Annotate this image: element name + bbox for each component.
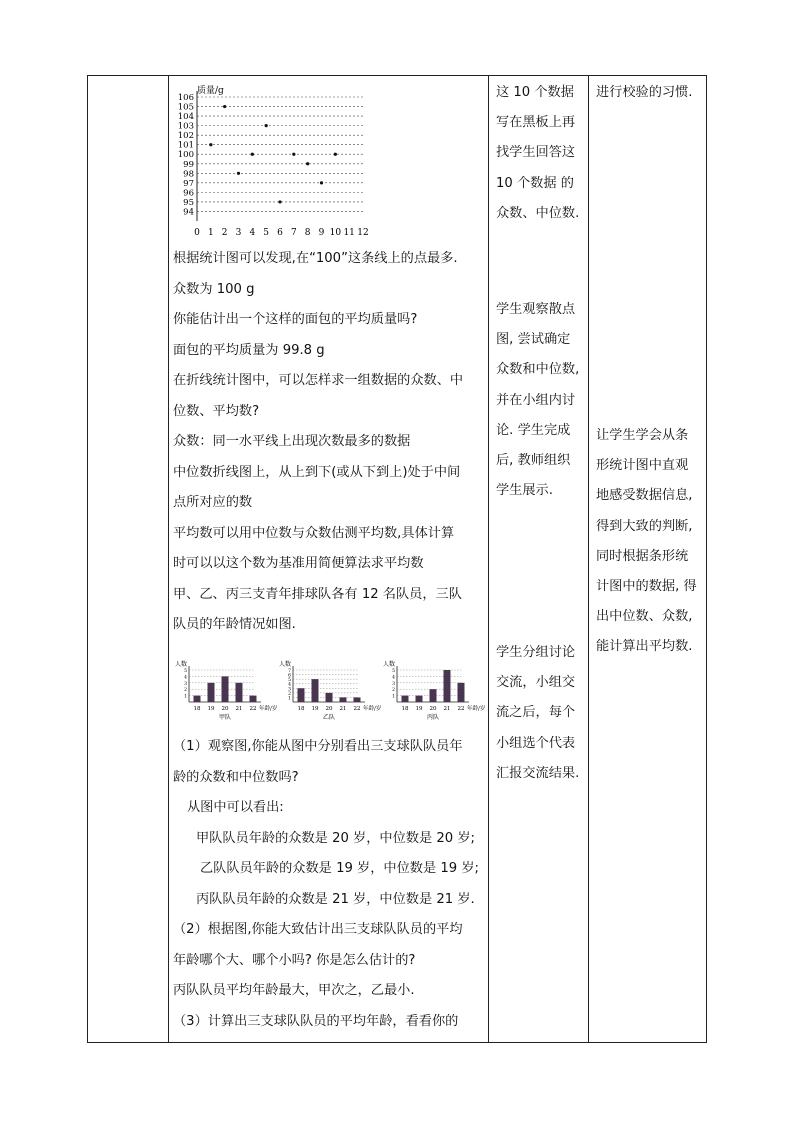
bar xyxy=(236,683,243,702)
y-tick-label: 3 xyxy=(288,687,291,693)
y-tick-label: 5 xyxy=(392,669,395,674)
bar xyxy=(194,696,201,702)
x-tick-label: 19 xyxy=(311,706,319,712)
content-line: （2）根据图,你能大致估计出三支球队队员的平均 xyxy=(173,922,463,937)
y-tick-label: 5 xyxy=(288,678,291,684)
y-tick-label: 5 xyxy=(184,669,187,674)
activity-line: 后, 教师组织 xyxy=(496,453,571,469)
content-line: 队员的年龄情况如图. xyxy=(173,617,296,632)
activity-line: 众数、中位数. xyxy=(496,205,580,221)
bar xyxy=(326,693,333,702)
x-tick-label: 11 xyxy=(343,228,355,238)
y-tick-label: 3 xyxy=(392,681,395,687)
y-tick-label: 3 xyxy=(184,681,187,687)
x-tick-label: 20 xyxy=(221,706,229,712)
y-tick-label: 101 xyxy=(177,140,194,151)
x-axis-label: 年龄/岁 xyxy=(259,706,278,712)
x-tick-label: 21 xyxy=(235,706,243,712)
y-tick-label: 103 xyxy=(177,121,194,132)
column-divider xyxy=(488,76,489,1042)
x-tick-label: 21 xyxy=(339,706,347,712)
y-tick-label: 98 xyxy=(183,169,194,180)
chart-title: 乙队 xyxy=(322,714,336,721)
content-line: 甲队队员年龄的众数是 20 岁，中位数是 20 岁; xyxy=(196,830,475,846)
team-bar-chart xyxy=(383,660,485,721)
intent-column xyxy=(590,76,706,1042)
content-column xyxy=(169,76,487,1042)
bar xyxy=(250,696,257,702)
content-line: （1）观察图,你能从图中分别看出三支球队队员年 xyxy=(173,739,463,754)
x-tick-label: 20 xyxy=(429,706,437,712)
x-tick-label: 22 xyxy=(457,706,465,712)
y-tick-label: 97 xyxy=(183,178,194,189)
team-bar-chart xyxy=(175,660,277,721)
y-tick-label: 2 xyxy=(392,688,395,694)
content-line: 点所对应的数 xyxy=(173,495,253,510)
x-tick-label: 2 xyxy=(221,228,228,238)
data-point xyxy=(278,200,281,203)
bar xyxy=(402,696,409,702)
content-line: 众数：同一水平线上出现次数最多的数据 xyxy=(173,434,411,449)
content-line: 时可以以这个数为基准用简便算法求平均数 xyxy=(173,556,424,571)
bar xyxy=(416,696,423,702)
bar xyxy=(354,697,361,702)
activity-line: 10 个数据 的 xyxy=(496,175,574,191)
activity-line: 学生展示. xyxy=(496,483,553,499)
y-tick-label: 4 xyxy=(184,675,187,681)
x-tick-label: 21 xyxy=(443,706,451,712)
x-tick-label: 20 xyxy=(325,706,333,712)
x-tick-label: 12 xyxy=(357,228,369,238)
content-line: 乙队队员年龄的众数是 19 岁，中位数是 19 岁; xyxy=(200,861,479,876)
team-age-bar-charts xyxy=(169,658,487,728)
activity-line: 众数和中位数, xyxy=(496,362,580,378)
activity-line: 图, 尝试确定 xyxy=(496,332,571,348)
data-point xyxy=(320,181,323,184)
data-point xyxy=(223,105,226,108)
content-line: 龄的众数和中位数吗? xyxy=(173,769,299,785)
content-line: 在折线统计图中，可以怎样求一组数据的众数、中 xyxy=(173,373,464,388)
y-tick-label: 102 xyxy=(177,131,194,142)
content-line: 根据统计图可以发现,在“100”这条线上的点最多. xyxy=(173,251,458,266)
activity-line: 找学生回答这 xyxy=(496,145,576,161)
chart-title: 甲队 xyxy=(218,714,232,721)
x-tick-label: 10 xyxy=(329,228,342,238)
activity-column xyxy=(490,76,586,1042)
bar xyxy=(312,679,319,702)
bar xyxy=(208,683,215,702)
x-tick-label: 6 xyxy=(277,228,283,238)
column-divider xyxy=(588,76,589,1042)
bar xyxy=(458,683,465,702)
bar xyxy=(444,670,451,702)
content-line: 你能估计出一个这样的面包的平均质量吗? xyxy=(173,312,418,327)
x-tick-label: 4 xyxy=(249,228,256,238)
content-line: 中位数折线图上，从上到下(或从下到上)处于中间 xyxy=(173,464,461,480)
y-tick-label: 96 xyxy=(183,188,194,199)
activity-line: 小组选个代表 xyxy=(496,735,576,751)
y-tick-label: 4 xyxy=(288,682,291,688)
y-axis-label: 质量/g xyxy=(197,86,224,96)
activity-line: 交流，小组交 xyxy=(496,675,576,691)
y-tick-label: 2 xyxy=(288,691,291,697)
x-tick-label: 18 xyxy=(297,706,305,712)
intent-line: 进行校验的习惯. xyxy=(596,85,693,100)
x-axis-label: 年龄/岁 xyxy=(363,706,382,712)
x-tick-label: 22 xyxy=(249,706,257,712)
activity-line: 写在黑板上再 xyxy=(496,115,576,131)
intent-line: 地感受数据信息, xyxy=(596,488,693,504)
content-line: 甲、乙、丙三支青年排球队各有 12 名队员，三队 xyxy=(173,586,462,602)
data-point xyxy=(251,153,254,156)
y-tick-label: 105 xyxy=(177,102,194,113)
data-point xyxy=(209,143,212,146)
x-tick-label: 18 xyxy=(401,706,409,712)
intent-line: 让学生学会从条 xyxy=(596,428,689,443)
intent-line: 同时根据条形统 xyxy=(596,548,689,564)
content-line: 丙队队员平均年龄最大，甲次之，乙最小. xyxy=(173,983,415,998)
bar xyxy=(430,689,437,702)
y-tick-label: 7 xyxy=(288,669,291,674)
y-axis-label: 人数 xyxy=(175,661,188,668)
y-tick-label: 94 xyxy=(183,207,194,218)
y-tick-label: 4 xyxy=(392,675,395,681)
content-line: 面包的平均质量为 99.8 g xyxy=(173,342,325,358)
bar xyxy=(340,697,347,702)
content-line: （3）计算出三支球队队员的平均年龄，看看你的 xyxy=(173,1013,459,1029)
x-tick-label: 1 xyxy=(207,228,214,238)
x-tick-label: 22 xyxy=(353,706,361,712)
y-tick-label: 1 xyxy=(288,696,291,702)
x-tick-label: 19 xyxy=(415,706,423,712)
team-bar-chart xyxy=(279,660,381,721)
x-tick-label: 8 xyxy=(304,228,311,238)
content-line: 从图中可以看出: xyxy=(187,800,284,815)
y-tick-label: 99 xyxy=(183,159,194,170)
activity-line: 流之后，每个 xyxy=(496,705,576,721)
activity-line: 学生观察散点 xyxy=(496,302,576,317)
content-line: 位数、平均数? xyxy=(173,403,260,419)
intent-line: 能计算出平均数. xyxy=(596,639,693,655)
x-tick-label: 0 xyxy=(194,228,200,238)
y-tick-label: 1 xyxy=(392,694,395,700)
x-tick-label: 19 xyxy=(207,706,215,712)
y-tick-label: 104 xyxy=(177,112,194,123)
x-axis-label: 年龄/岁 xyxy=(467,706,486,712)
content-line: 丙队队员年龄的众数是 21 岁，中位数是 21 岁. xyxy=(196,891,475,907)
x-tick-label: 9 xyxy=(318,228,325,238)
y-tick-label: 95 xyxy=(183,197,194,208)
y-tick-label: 6 xyxy=(288,673,291,679)
data-point xyxy=(265,124,268,127)
y-tick-label: 2 xyxy=(184,688,187,694)
intent-line: 得到大致的判断, xyxy=(596,518,693,534)
intent-line: 形统计图中直观 xyxy=(596,458,689,474)
x-tick-label: 18 xyxy=(193,706,201,712)
y-tick-label: 100 xyxy=(177,150,194,161)
bread-mass-scatter-chart xyxy=(169,81,379,241)
y-axis-label: 人数 xyxy=(383,661,396,668)
x-tick-label: 3 xyxy=(235,228,242,238)
x-tick-label: 7 xyxy=(290,228,297,238)
intent-line: 出中位数、众数, xyxy=(596,609,693,625)
bar xyxy=(222,676,229,702)
lesson-table xyxy=(87,75,707,1043)
intent-line: 计图中的数据, 得 xyxy=(596,579,697,595)
data-point xyxy=(292,153,295,156)
bar xyxy=(298,688,305,702)
activity-line: 这 10 个数据 xyxy=(496,85,574,100)
activity-line: 汇报交流结果. xyxy=(496,765,580,781)
data-point xyxy=(334,153,337,156)
content-line: 年龄哪个大、哪个小吗? 你是怎么估计的? xyxy=(173,952,416,968)
activity-line: 论. 学生完成 xyxy=(496,422,571,438)
y-tick-label: 1 xyxy=(184,694,187,700)
content-line: 众数为 100 g xyxy=(173,281,255,297)
activity-line: 并在小组内讨 xyxy=(496,392,576,408)
content-line: 平均数可以用中位数与众数估测平均数,具体计算 xyxy=(173,525,455,541)
data-point xyxy=(237,172,240,175)
data-point xyxy=(306,162,309,165)
activity-line: 学生分组讨论 xyxy=(496,645,576,660)
y-axis-label: 人数 xyxy=(279,661,292,668)
chart-title: 丙队 xyxy=(426,714,440,721)
y-tick-label: 106 xyxy=(177,93,194,103)
x-tick-label: 5 xyxy=(263,228,270,238)
